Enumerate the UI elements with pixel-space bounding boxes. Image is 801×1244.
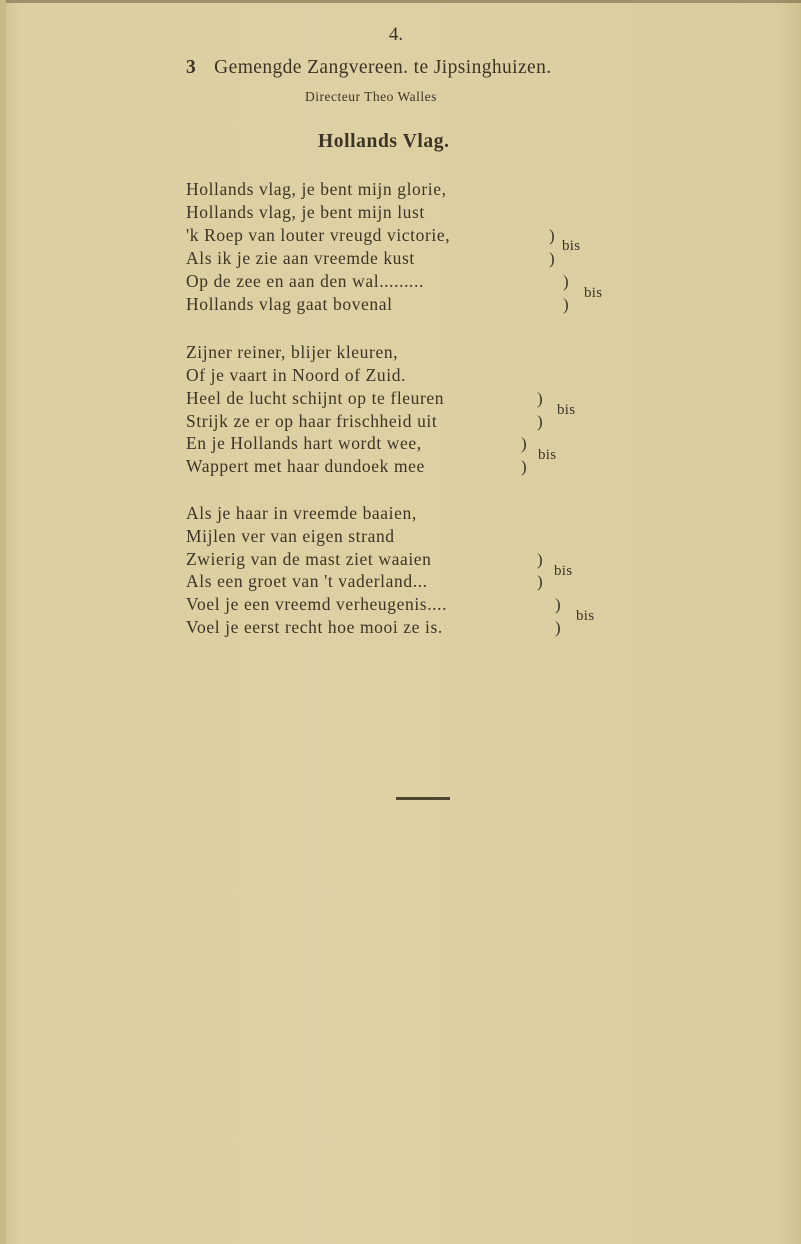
verse-line: Zijner reiner, blijer kleuren, — [186, 342, 399, 362]
repeat-mark-bis: bis — [554, 563, 573, 579]
verse-line: Voel je een vreemd verheugenis.... — [186, 594, 448, 614]
repeat-mark-bis: bis — [557, 402, 576, 418]
left-page-edge — [0, 0, 6, 1244]
choir-name: Gemengde Zangvereen. te Jipsinghuizen. — [214, 57, 552, 78]
verse-line: Wappert met haar dundoek mee — [186, 456, 425, 476]
repeat-bracket: ) — [549, 249, 555, 268]
repeat-bracket: ) — [555, 618, 561, 637]
verse-line: Zwierig van de mast ziet waaien — [186, 549, 432, 569]
verse-line: Als je haar in vreemde baaien, — [186, 503, 417, 523]
verse-line: Hollands vlag gaat bovenal — [186, 294, 393, 314]
repeat-bracket: ) — [537, 572, 543, 591]
choir-heading — [186, 57, 552, 79]
repeat-bracket: ) — [563, 295, 569, 314]
verse-line: Als ik je zie aan vreemde kust — [186, 248, 415, 268]
verse-line: Heel de lucht schijnt op te fleuren — [186, 388, 445, 408]
verse-line: 'k Roep van louter vreugd victorie, — [186, 225, 451, 245]
repeat-bracket: ) — [549, 226, 555, 245]
repeat-mark-bis: bis — [576, 608, 595, 624]
repeat-bracket: ) — [563, 272, 569, 291]
verse-line: Hollands vlag, je bent mijn lust — [186, 202, 425, 222]
choir-number: 3 — [186, 57, 197, 78]
repeat-mark-bis: bis — [562, 238, 581, 254]
repeat-bracket: ) — [537, 412, 543, 431]
top-border-line — [0, 0, 801, 3]
verse-line: Voel je eerst recht hoe mooi ze is. — [186, 617, 443, 637]
director-line: Directeur Theo Walles — [305, 89, 437, 104]
verse-line: Of je vaart in Noord of Zuid. — [186, 365, 407, 385]
song-title: Hollands Vlag. — [318, 131, 450, 152]
repeat-bracket: ) — [537, 550, 543, 569]
repeat-bracket: ) — [521, 457, 527, 476]
verse-line: Mijlen ver van eigen strand — [186, 526, 395, 546]
page-number: 4. — [388, 24, 404, 45]
end-rule-divider — [396, 797, 450, 800]
repeat-mark-bis: bis — [584, 285, 603, 301]
verse-line: Strijk ze er op haar frischheid uit — [186, 411, 438, 431]
verse-line: Als een groet van 't vaderland... — [186, 571, 428, 591]
repeat-bracket: ) — [537, 389, 543, 408]
repeat-bracket: ) — [521, 434, 527, 453]
verse-line: En je Hollands hart wordt wee, — [186, 433, 422, 453]
repeat-mark-bis: bis — [538, 447, 557, 463]
repeat-bracket: ) — [555, 595, 561, 614]
verse-line: Op de zee en aan den wal......... — [186, 271, 424, 291]
verse-line: Hollands vlag, je bent mijn glorie, — [186, 179, 447, 199]
